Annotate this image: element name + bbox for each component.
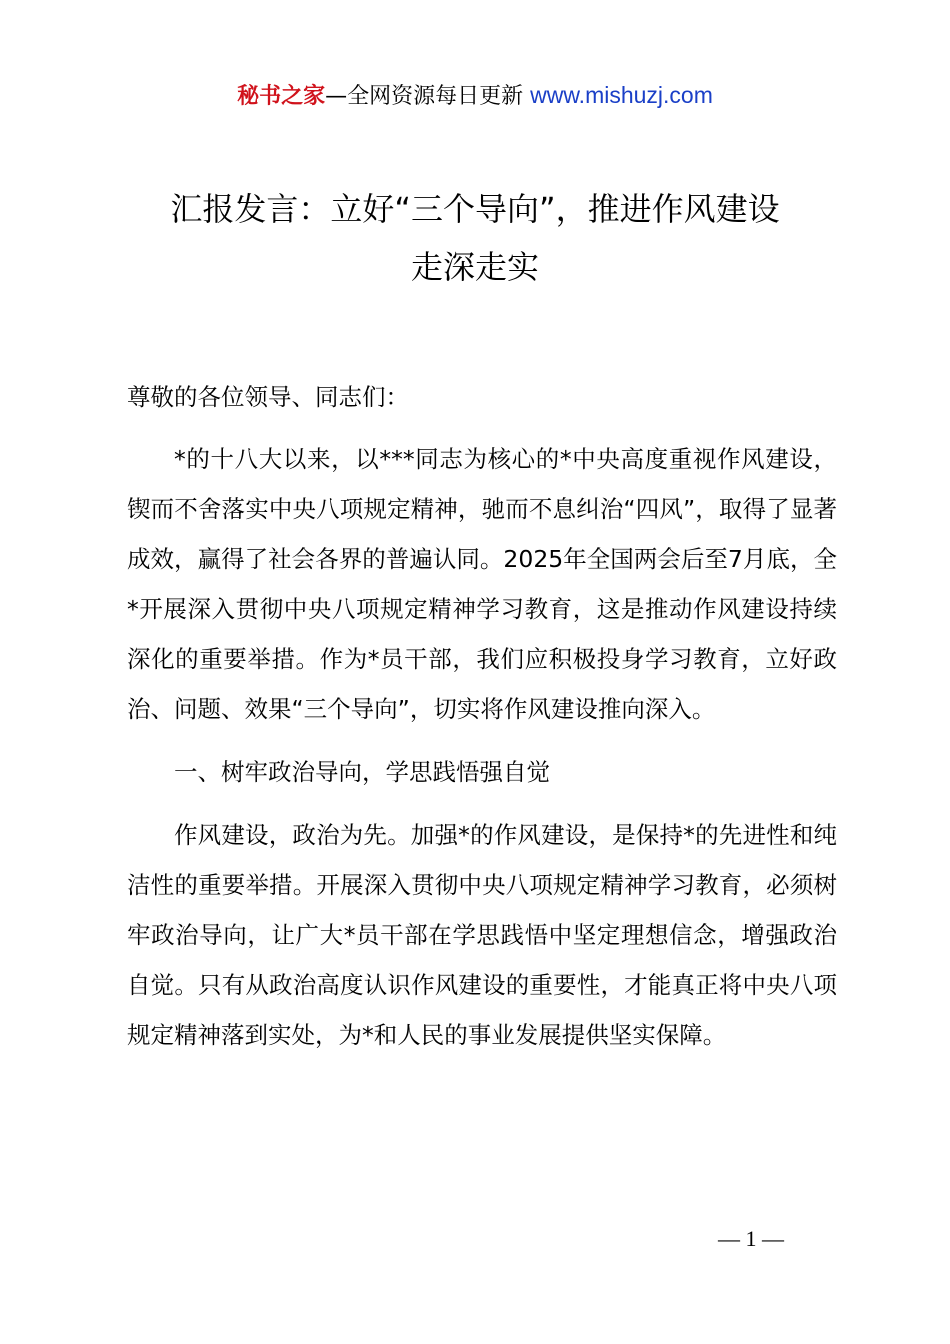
salutation: 尊敬的各位领导、同志们： (127, 383, 409, 411)
intro-paragraph: *的十八大以来，以***同志为核心的*中央高度重视作风建设，锲而不舍落实中央八项规定精神，驰而不息纠治“四风”，取得了显著成效，赢得了社会各界的普遍认同。2025年全国两会后至7月底，全*开展深入贯彻中央八项规定精神学习教育，这是推动作风建设持续深化的重要举措。作为*员干部，我们应积极投身学习教育，立好政治、问题、效果“三个导向”，切实将作风建设推向深入。 (127, 445, 837, 723)
section-heading-1: 一、树牢政治导向，学思践悟强自觉 (174, 758, 550, 786)
section-paragraph-1: 作风建设，政治为先。加强*的作风建设，是保持*的先进性和纯洁性的重要举措。开展深入贯彻中央八项规定精神学习教育，必须树牢政治导向，让广大*员干部在学思践悟中坚定理想信念，增强政治自觉。只有从政治高度认识作风建设的重要性，才能真正将中央八项规定精神落到实处，为*和人民的事业发展提供坚实保障。 (127, 821, 837, 1049)
document-body (127, 372, 837, 1060)
page-number: — 1 — (718, 1226, 784, 1251)
document-title (100, 180, 850, 296)
brand-name: 秘书之家 (237, 84, 326, 109)
title-line-2: 走深走实 (410, 248, 539, 286)
header-tagline: —全网资源每日更新 (325, 84, 531, 109)
title-line-1: 汇报发言：立好“三个导向”，推进作风建设 (170, 190, 780, 228)
site-url-link[interactable]: www.mishuzj.com (530, 82, 713, 108)
site-header (0, 78, 950, 114)
